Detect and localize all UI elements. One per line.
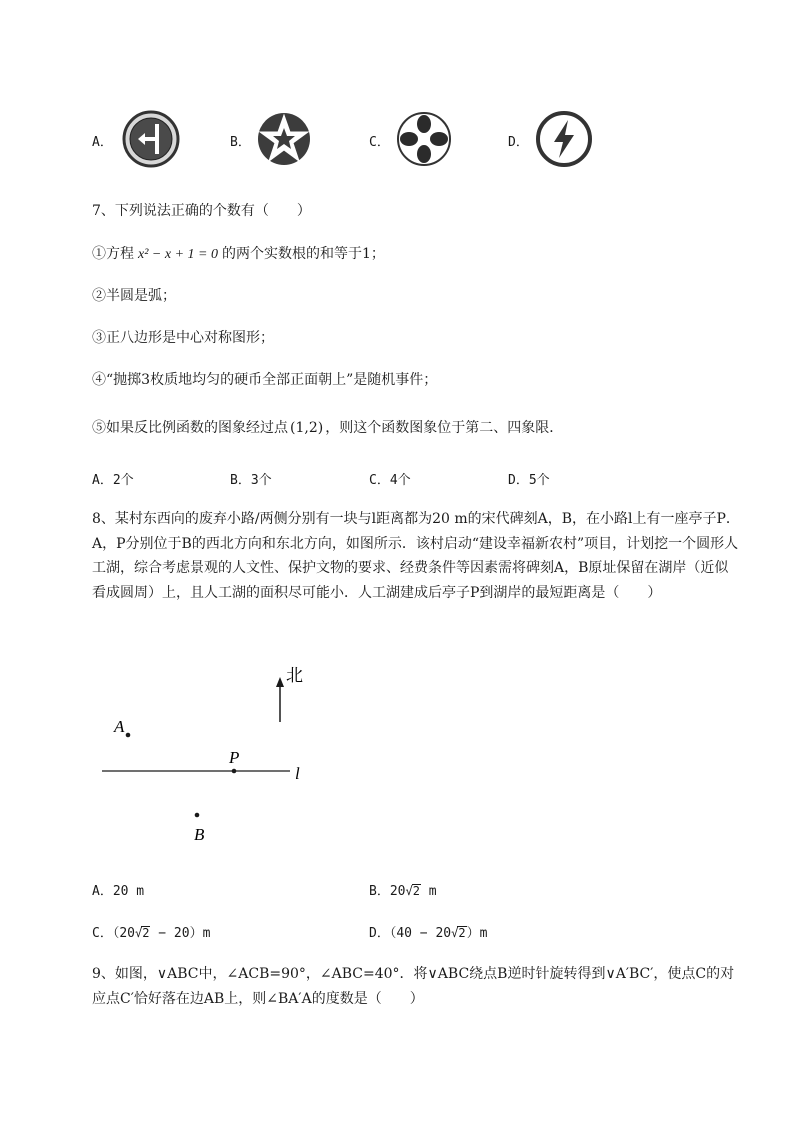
q7-s1-suffix: 的两个实数根的和等于1；	[221, 246, 385, 262]
q7-option-d: D．5个	[508, 473, 550, 488]
q8-option-b-prefix: B．20	[369, 884, 406, 899]
lightning-bolt-circle-icon	[535, 110, 593, 168]
q7-s5-suffix: ，则这个函数图象位于第二、四象限．	[325, 420, 564, 436]
sqrt-sign-icon: √	[451, 926, 459, 940]
star-in-circle-icon	[256, 111, 312, 167]
q9-stem: 9、如图，∨ABC中，∠ACB=90°，∠ABC=40°．将∨ABC绕点B逆时针旋转得到∨A′BC′，使点C的对应点C′恰好落在边AB上，则∠BA′A的度数是（ ）	[92, 966, 735, 1007]
q8-option-a: A．20 m	[92, 884, 145, 899]
point-p-label: P	[229, 748, 240, 767]
q7-statement-2: ②半圆是弧；	[92, 288, 176, 304]
q8-option-d-radicand: 2	[458, 926, 466, 940]
q8-option-b-radicand: 2	[412, 884, 420, 898]
sqrt-sign-icon: √	[405, 884, 413, 898]
q7-option-c: C．4个	[369, 473, 411, 488]
q8-diagram	[90, 655, 330, 850]
q6-option-b-label: B．	[230, 135, 251, 150]
q7-statement-1	[92, 243, 385, 263]
q8-option-c	[92, 922, 210, 941]
q7-stem: 7、下列说法正确的个数有（ ）	[92, 203, 311, 219]
q7-s1-equation: x² − x + 1 = 0	[138, 247, 218, 262]
north-label: 北	[286, 666, 303, 685]
point-a-dot	[126, 733, 131, 738]
q6-option-d-label: D．	[508, 135, 529, 150]
q7-s5-point: (1,2)	[290, 420, 324, 436]
q8-option-d-suffix: ）m	[466, 926, 488, 941]
sqrt-sign-icon: √	[134, 926, 143, 940]
point-p-dot	[232, 769, 237, 774]
q7-option-a: A．2个	[92, 473, 134, 488]
point-b-label: B	[194, 825, 205, 844]
q7-statement-3: ③正八边形是中心对称图形；	[92, 330, 274, 346]
q8-option-d-prefix: D．（40 − 20	[369, 926, 452, 941]
q7-s5-prefix: ⑤如果反比例函数的图象经过点	[92, 420, 288, 436]
q8-option-b	[369, 880, 437, 899]
q8-option-c-radicand: 2	[142, 926, 150, 940]
q6-option-c-label: C．	[369, 135, 390, 150]
q8-option-b-suffix: m	[420, 884, 437, 899]
q7-option-b: B．3个	[230, 473, 272, 488]
q8-stem: 8、某村东西向的废弃小路/两侧分别有一块与l距离都为20 m的宋代碑刻A，B，在小路l上有一座亭子P． A，P分别位于B的西北方向和东北方向，如图所示．该村启动“建设幸福新农村”项目，计划挖一个圆形人工湖，综合考虑景观的人文性、保护文物的要求、经费条件等因素需将碑刻A，B原址保留在湖岸（近似看成圆周）上，且人工湖的面积尽可能小．人工湖建成后亭子P到湖岸的最短距离是（ ）	[92, 511, 740, 601]
point-a-label: A	[114, 717, 125, 736]
q8-option-c-suffix: − 20）m	[150, 926, 211, 941]
four-petal-circle-icon	[396, 111, 452, 167]
north-arrow-icon	[276, 677, 284, 687]
q8-option-d	[369, 922, 487, 941]
q7-statement-5	[92, 417, 563, 437]
q7-statement-4: ④“抛掷3枚质地均匀的硬币全部正面朝上”是随机事件；	[92, 372, 438, 388]
left-turn-road-sign-icon	[121, 110, 181, 168]
q7-s1-prefix: ①方程	[92, 246, 134, 262]
line-l-label: l	[295, 764, 300, 783]
q6-option-a-label: A．	[92, 135, 113, 150]
point-b-dot	[195, 813, 200, 818]
q8-option-c-prefix: C．（20	[92, 926, 135, 941]
